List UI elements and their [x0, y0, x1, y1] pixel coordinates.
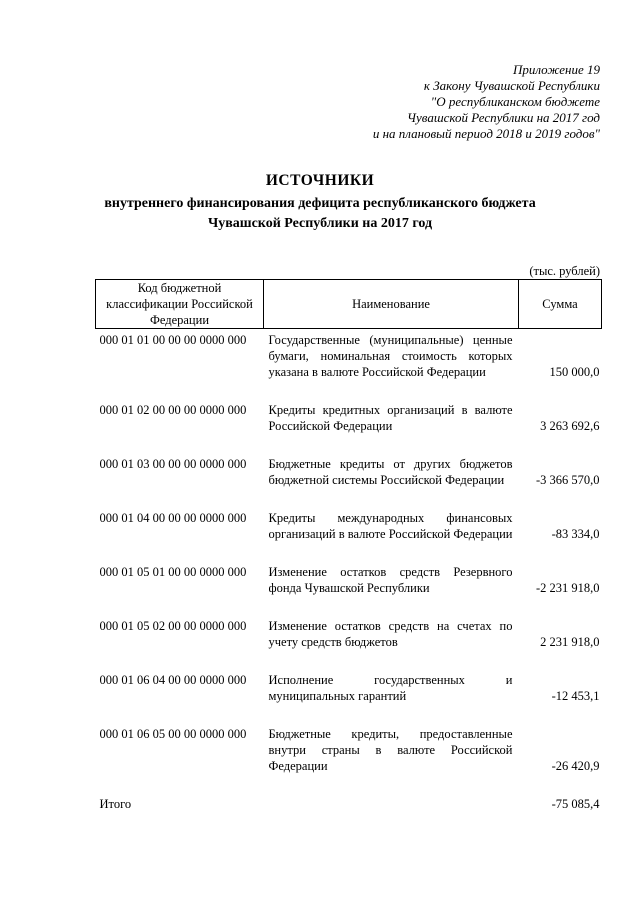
row-amount: -26 420,9 [551, 759, 600, 773]
title-subtitle-line: Чувашской Республики на 2017 год [207, 216, 433, 231]
row-name: Бюджетные кредиты от других бюджетов бюджетной системы Российской Федерации [268, 457, 513, 487]
total-spacer [264, 796, 519, 812]
row-amount: 2 231 918,0 [540, 635, 600, 649]
row-name: Исполнение государственных и муниципальных гарантий [268, 673, 513, 703]
appendix-line: и на плановый период 2018 и 2019 годов" [372, 126, 600, 141]
financing-sources-table [95, 279, 602, 812]
row-code: 000 01 05 01 00 00 0000 000 [99, 565, 247, 579]
row-code: 000 01 02 00 00 00 0000 000 [99, 403, 247, 417]
row-amount: 3 263 692,6 [540, 419, 600, 433]
row-name: Изменение остатков средств на счетах по учету средств бюджетов [268, 619, 513, 649]
row-name: Кредиты международных финансовых организаций в валюте Российской Федерации [268, 511, 513, 541]
row-name: Изменение остатков средств Резервного фонда Чувашской Республики [268, 565, 513, 595]
row-amount: -83 334,0 [551, 527, 600, 541]
table-row [96, 510, 602, 564]
table-total-row [96, 796, 602, 812]
title-main: ИСТОЧНИКИ [265, 172, 375, 189]
appendix-line: Чувашской Республики на 2017 год [407, 110, 600, 125]
total-label: Итого [99, 797, 132, 811]
row-code: 000 01 01 00 00 00 0000 000 [99, 333, 247, 347]
row-code: 000 01 03 00 00 00 0000 000 [99, 457, 247, 471]
header-name: Наименование [264, 280, 519, 329]
row-code: 000 01 06 05 00 00 0000 000 [99, 727, 247, 741]
table-header-row [96, 280, 602, 329]
row-amount: 150 000,0 [549, 365, 600, 379]
row-name: Государственные (муниципальные) ценные бумаги, номинальная стоимость которых указана в валюте Российской Федерации [268, 333, 513, 379]
row-name: Бюджетные кредиты, предоставленные внутри страны в валюте Российской Федерации [268, 727, 513, 773]
appendix-line: "О республиканском бюджете [430, 94, 600, 109]
table-row [96, 618, 602, 672]
table-row [96, 726, 602, 796]
table-row [96, 564, 602, 618]
table-row [96, 402, 602, 456]
header-code: Код бюджетной классификации Российской Федерации [96, 280, 264, 329]
title-subtitle [0, 194, 640, 234]
row-amount: -3 366 570,0 [535, 473, 600, 487]
appendix-line: Приложение 19 [512, 62, 600, 77]
row-code: 000 01 04 00 00 00 0000 000 [99, 511, 247, 525]
header-amount: Сумма [519, 280, 602, 329]
table-row [96, 456, 602, 510]
row-code: 000 01 05 02 00 00 0000 000 [99, 619, 247, 633]
total-amount: -75 085,4 [551, 797, 600, 811]
row-amount: -2 231 918,0 [535, 581, 600, 595]
table-row [96, 672, 602, 726]
row-code: 000 01 06 04 00 00 0000 000 [99, 673, 247, 687]
row-amount: -12 453,1 [551, 689, 600, 703]
title-subtitle-line: внутреннего финансирования дефицита республиканского бюджета [104, 196, 536, 211]
units-label: (тыс. рублей) [529, 264, 600, 278]
row-name: Кредиты кредитных организаций в валюте Российской Федерации [268, 403, 513, 433]
table-row [96, 329, 602, 403]
appendix-line: к Закону Чувашской Республики [423, 78, 600, 93]
appendix-note [373, 62, 600, 142]
document-title [0, 172, 640, 234]
